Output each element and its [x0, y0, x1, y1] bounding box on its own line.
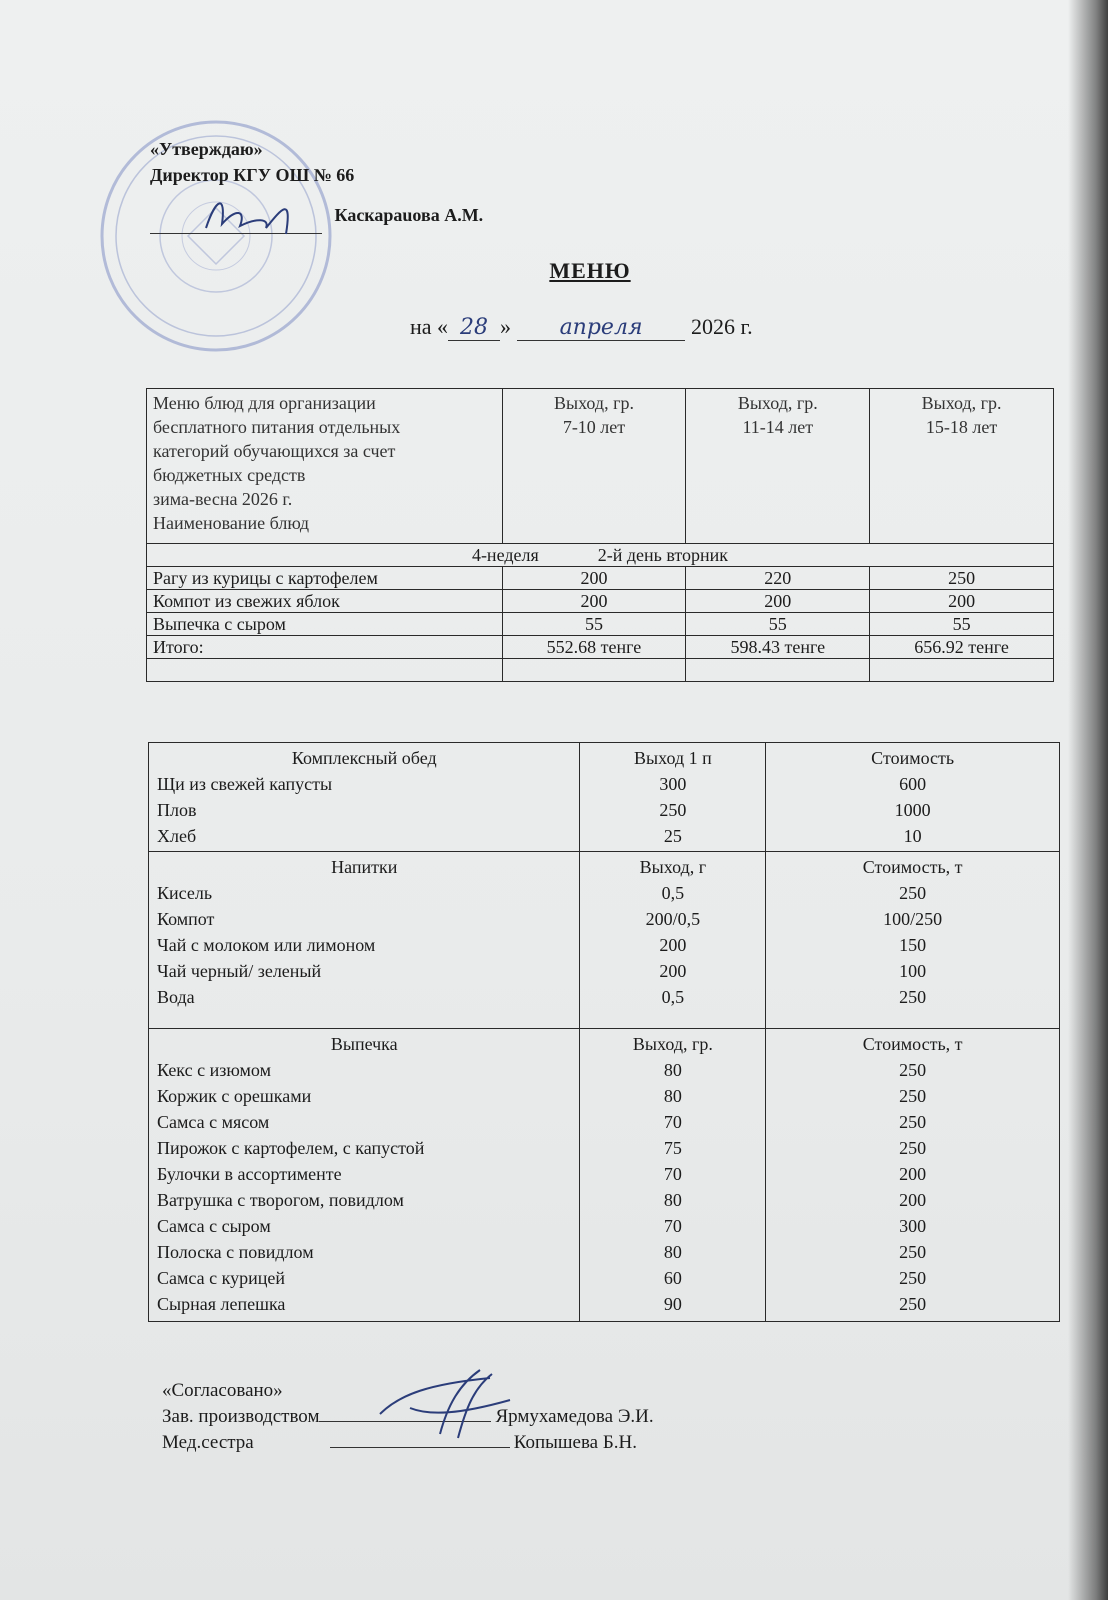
bakery-price-cell	[766, 1029, 1060, 1322]
portion-15-18: 250	[870, 567, 1054, 590]
empty-cell	[147, 659, 503, 682]
col-header-line: 11-14 лет	[742, 417, 814, 437]
section-heading: Напитки	[331, 857, 398, 877]
output-value: 80	[663, 1242, 682, 1262]
drinks-items-cell	[149, 852, 580, 1029]
price-value: 100	[899, 961, 927, 981]
output-value: 200	[659, 935, 687, 955]
portion-15-18: 200	[870, 590, 1054, 613]
list-item: Самса с сыром	[157, 1216, 271, 1236]
bakery-output-cell	[580, 1029, 766, 1322]
list-item: Чай с молоком или лимоном	[157, 935, 376, 955]
output-value: 25	[663, 826, 682, 846]
list-item: Пирожок с картофелем, с капустой	[157, 1138, 425, 1158]
section-heading: Комплексный обед	[291, 748, 437, 768]
list-item: Коржик с орешками	[157, 1086, 312, 1106]
price-value: 300	[899, 1216, 927, 1236]
total-7-10: 552.68 тенге	[502, 636, 686, 659]
list-item: Булочки в ассортименте	[157, 1164, 342, 1184]
lunch-section	[149, 743, 1060, 852]
total-label: Итого:	[147, 636, 503, 659]
list-item: Чай черный/ зеленый	[157, 961, 322, 981]
desc-line: Меню блюд для организации	[153, 393, 376, 413]
output-value: 90	[663, 1294, 682, 1314]
output-value: 0,5	[661, 987, 685, 1007]
director-title: Директор КГУ ОШ № 66	[150, 165, 355, 185]
portion-7-10: 200	[502, 590, 686, 613]
output-value: 60	[663, 1268, 682, 1288]
table-row	[147, 590, 1054, 613]
bakery-section	[149, 1029, 1060, 1322]
list-item: Самса с мясом	[157, 1112, 270, 1132]
output-value: 75	[663, 1138, 682, 1158]
price-value: 250	[899, 1138, 927, 1158]
price-value: 1000	[894, 800, 931, 820]
price-value: 250	[899, 1060, 927, 1080]
scan-shadow-edge	[1068, 0, 1108, 1600]
director-name: Каскараuова А.М.	[334, 205, 484, 225]
col-header-line: Выход, гр.	[737, 393, 818, 413]
portion-15-18: 55	[870, 613, 1054, 636]
col-header-line: 15-18 лет	[925, 417, 998, 437]
column-heading: Стоимость, т	[862, 857, 963, 877]
date-mid: »	[500, 314, 512, 339]
list-item: Вода	[157, 987, 195, 1007]
week-day-row	[147, 544, 1054, 567]
price-value: 250	[899, 1086, 927, 1106]
price-value: 250	[899, 1242, 927, 1262]
price-value: 250	[899, 1268, 927, 1288]
empty-cell	[502, 659, 686, 682]
total-row	[147, 636, 1054, 659]
empty-row	[147, 659, 1054, 682]
table-row	[147, 567, 1054, 590]
name-nurse: Копышева Б.Н.	[513, 1432, 637, 1453]
output-value: 80	[663, 1060, 682, 1080]
director-signature	[196, 188, 306, 244]
list-item: Сырная лепешка	[157, 1294, 286, 1314]
lunch-price-cell	[766, 743, 1060, 852]
agreement-signature	[370, 1364, 520, 1444]
column-heading: Стоимость	[871, 748, 955, 768]
price-value: 250	[899, 1294, 927, 1314]
portion-11-14: 55	[686, 613, 870, 636]
column-heading: Стоимость, т	[862, 1034, 963, 1054]
agreement-label: «Согласовано»	[162, 1380, 283, 1401]
output-value: 0,5	[661, 883, 685, 903]
output-value: 80	[663, 1086, 682, 1106]
list-item: Ватрушка с творогом, повидлом	[157, 1190, 404, 1210]
drinks-price-cell	[766, 852, 1060, 1029]
bakery-items-cell	[149, 1029, 580, 1322]
column-heading: Выход 1 п	[634, 748, 712, 768]
list-item: Хлеб	[157, 826, 197, 846]
lunch-output-cell	[580, 743, 766, 852]
col-header-15-18	[870, 389, 1054, 544]
dish-name: Выпечка с сыром	[147, 613, 503, 636]
dish-name: Компот из свежих яблок	[147, 590, 503, 613]
lunch-items-cell	[149, 743, 580, 852]
date-year: 2026 г.	[691, 314, 753, 339]
drinks-output-cell	[580, 852, 766, 1029]
total-11-14: 598.43 тенге	[686, 636, 870, 659]
page-title: МЕНЮ	[549, 258, 631, 283]
column-heading: Выход, г	[639, 857, 707, 877]
col-header-7-10	[502, 389, 686, 544]
portion-7-10: 55	[502, 613, 686, 636]
output-value: 250	[659, 800, 687, 820]
role-nurse: Мед.сестра	[162, 1432, 254, 1453]
portion-7-10: 200	[502, 567, 686, 590]
desc-line: бесплатного питания отдельных	[153, 417, 401, 437]
desc-line: Наименование блюд	[153, 513, 310, 533]
list-item: Полоска с повидлом	[157, 1242, 314, 1262]
output-value: 70	[663, 1216, 682, 1236]
output-value: 80	[663, 1190, 682, 1210]
list-item: Самса с курицей	[157, 1268, 285, 1288]
approval-label: «Утверждаю»	[150, 139, 263, 159]
desc-line: зима-весна 2026 г.	[153, 489, 293, 509]
section-heading: Выпечка	[330, 1034, 398, 1054]
approval-block	[150, 136, 484, 225]
output-value: 70	[663, 1164, 682, 1184]
role-production: Зав. производством	[162, 1406, 320, 1427]
price-value: 250	[899, 883, 927, 903]
week-label: 4-неделя	[471, 545, 539, 565]
col-header-11-14	[686, 389, 870, 544]
menu-description-cell	[147, 389, 503, 544]
price-value: 600	[899, 774, 927, 794]
date-month: апреля	[517, 315, 685, 341]
day-label: 2-й день вторник	[597, 545, 729, 565]
output-value: 70	[663, 1112, 682, 1132]
table-row	[147, 613, 1054, 636]
price-value: 250	[899, 987, 927, 1007]
buffet-table	[148, 742, 1060, 1322]
col-header-line: Выход, гр.	[554, 393, 634, 413]
drinks-section	[149, 852, 1060, 1029]
output-value: 300	[659, 774, 687, 794]
list-item: Кисель	[157, 883, 213, 903]
desc-line: категорий обучающихся за счет	[153, 441, 396, 461]
price-value: 100/250	[883, 909, 943, 929]
price-value: 10	[903, 826, 922, 846]
portion-11-14: 200	[686, 590, 870, 613]
dish-name: Рагу из курицы с картофелем	[147, 567, 503, 590]
list-item: Кекс с изюмом	[157, 1060, 271, 1080]
desc-line: бюджетных средств	[153, 465, 306, 485]
empty-cell	[870, 659, 1054, 682]
col-header-line: Выход, гр.	[921, 393, 1002, 413]
list-item: Компот	[157, 909, 215, 929]
signature-underline	[330, 1447, 510, 1448]
column-heading: Выход, гр.	[632, 1034, 713, 1054]
price-value: 200	[899, 1190, 927, 1210]
col-header-line: 7-10 лет	[562, 417, 626, 437]
list-item: Щи из свежей капусты	[157, 774, 333, 794]
price-value: 150	[899, 935, 927, 955]
name-production: Ярмухамедова Э.И.	[495, 1406, 654, 1427]
total-15-18: 656.92 тенге	[870, 636, 1054, 659]
price-value: 250	[899, 1112, 927, 1132]
price-value: 200	[899, 1164, 927, 1184]
output-value: 200/0,5	[645, 909, 701, 929]
date-prefix: на «	[410, 314, 449, 339]
menu-date	[410, 314, 753, 341]
list-item: Плов	[157, 800, 197, 820]
output-value: 200	[659, 961, 687, 981]
empty-cell	[686, 659, 870, 682]
date-day: 28	[448, 315, 500, 341]
menu-table	[146, 388, 1054, 682]
portion-11-14: 220	[686, 567, 870, 590]
